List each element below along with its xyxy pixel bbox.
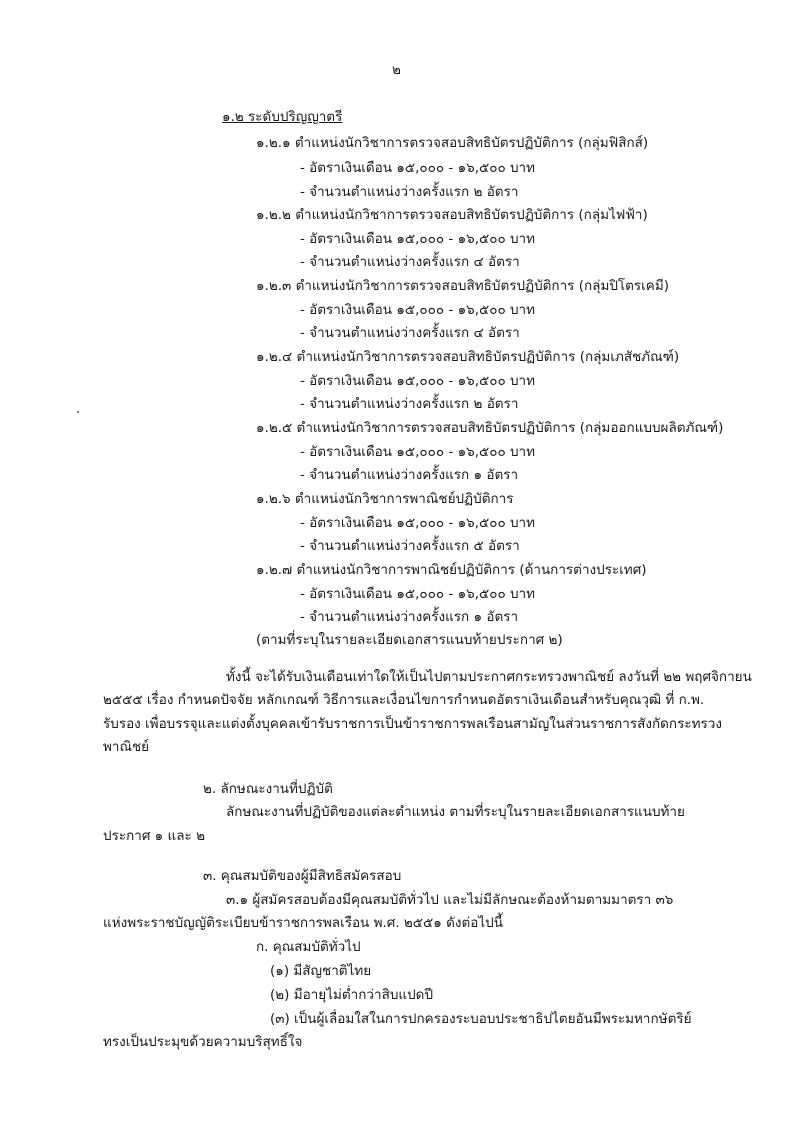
position-7-title: ๑.๒.๗ ตำแหน่งนักวิชาการพาณิชย์ปฏิบัติการ (ด้านการต่างประเทศ) (256, 562, 647, 578)
position-6-title: ๑.๒.๖ ตำแหน่งนักวิชาการพาณิชย์ปฏิบัติการ (256, 491, 514, 507)
position-4-vacancy: - จำนวนตำแหน่งว่างครั้งแรก ๒ อัตรา (300, 396, 519, 412)
section-3-paragraph-line: แห่งพระราชบัญญัติระเบียบข้าราชการพลเรือน พ.ศ. ๒๕๕๑ ดังต่อไปนี้ (103, 915, 503, 931)
page-number: ๒ (392, 62, 401, 78)
position-1-salary: - อัตราเงินเดือน ๑๕,๐๐๐ - ๑๖,๕๐๐ บาท (300, 160, 536, 176)
section-3-heading: ๓. คุณสมบัติของผู้มีสิทธิสมัครสอบ (203, 868, 402, 884)
position-5-salary: - อัตราเงินเดือน ๑๕,๐๐๐ - ๑๖,๕๐๐ บาท (300, 444, 536, 460)
section-2-heading: ๒. ลักษณะงานที่ปฏิบัติ (203, 781, 333, 797)
position-5-title: ๑.๒.๕ ตำแหน่งนักวิชาการตรวจสอบสิทธิบัตรปฏิบัติการ (กลุ่มออกแบบผลิตภัณฑ์) (256, 420, 724, 436)
section-2-text-line: ลักษณะงานที่ปฏิบัติของแต่ละตำแหน่ง ตามที่ระบุในรายละเอียดเอกสารแนบท้าย (226, 804, 685, 820)
position-2-title: ๑.๒.๒ ตำแหน่งนักวิชาการตรวจสอบสิทธิบัตรปฏิบัติการ (กลุ่มไฟฟ้า) (256, 207, 648, 223)
position-1-title: ๑.๒.๑ ตำแหน่งนักวิชาการตรวจสอบสิทธิบัตรปฏิบัติการ (กลุ่มฟิสิกส์) (256, 135, 649, 151)
section-2-text-line: ประกาศ ๑ และ ๒ (103, 828, 205, 844)
position-7-vacancy: - จำนวนตำแหน่งว่างครั้งแรก ๑ อัตรา (300, 609, 519, 625)
position-3-salary: - อัตราเงินเดือน ๑๕,๐๐๐ - ๑๖,๕๐๐ บาท (300, 302, 536, 318)
section-3-paragraph-line: ๓.๑ ผู้สมัครสอบต้องมีคุณสมบัติทั่วไป และไม่มีลักษณะต้องห้ามตามมาตรา ๓๖ (226, 892, 674, 908)
position-2-salary: - อัตราเงินเดือน ๑๕,๐๐๐ - ๑๖,๕๐๐ บาท (300, 231, 536, 247)
qualification-item: (๒) มีอายุไม่ต่ำกว่าสิบแปดปี (270, 987, 434, 1003)
qualification-item: (๑) มีสัญชาติไทย (270, 963, 372, 979)
qualification-item: (๓) เป็นผู้เลื่อมใสในการปกครองระบอบประชาธิปไตยอันมีพระมหากษัตริย์ (270, 1011, 692, 1027)
position-4-salary: - อัตราเงินเดือน ๑๕,๐๐๐ - ๑๖,๕๐๐ บาท (300, 373, 536, 389)
salary-paragraph-line: ๒๕๕๕ เรื่อง กำหนดปัจจัย หลักเกณฑ์ วิธีการและเงื่อนไขการกำหนดอัตราเงินเดือนสำหรับคุณวุฒิ ที่ ก.พ. (103, 692, 705, 708)
salary-paragraph-line: พาณิชย์ (103, 739, 150, 755)
position-6-salary: - อัตราเงินเดือน ๑๕,๐๐๐ - ๑๖,๕๐๐ บาท (300, 515, 536, 531)
section-1-2-heading: ๑.๒ ระดับปริญญาตรี (222, 109, 343, 125)
position-4-title: ๑.๒.๔ ตำแหน่งนักวิชาการตรวจสอบสิทธิบัตรปฏิบัติการ (กลุ่มเภสัชภัณฑ์) (256, 349, 680, 365)
position-3-vacancy: - จำนวนตำแหน่งว่างครั้งแรก ๔ อัตรา (300, 325, 520, 341)
salary-paragraph-line: รับรอง เพื่อบรรจุและแต่งตั้งบุคคลเข้ารับราชการเป็นข้าราชการพลเรือนสามัญในส่วนราชการสังกัดกระทรวง (103, 716, 722, 732)
position-5-vacancy: - จำนวนตำแหน่งว่างครั้งแรก ๑ อัตรา (300, 467, 519, 483)
position-3-title: ๑.๒.๓ ตำแหน่งนักวิชาการตรวจสอบสิทธิบัตรปฏิบัติการ (กลุ่มปิโตรเคมี) (256, 278, 669, 294)
annex-note: (ตามที่ระบุในรายละเอียดเอกสารแนบท้ายประกาศ ๒) (256, 632, 563, 648)
qualification-item-continuation: ทรงเป็นประมุขด้วยความบริสุทธิ์ใจ (103, 1034, 303, 1050)
general-qualifications-heading: ก. คุณสมบัติทั่วไป (256, 939, 361, 955)
scan-speck (77, 411, 79, 413)
position-1-vacancy: - จำนวนตำแหน่งว่างครั้งแรก ๒ อัตรา (300, 184, 519, 200)
position-6-vacancy: - จำนวนตำแหน่งว่างครั้งแรก ๕ อัตรา (300, 538, 520, 554)
salary-paragraph-line: ทั้งนี้ จะได้รับเงินเดือนเท่าใดให้เป็นไปตามประกาศกระทรวงพาณิชย์ ลงวันที่ ๒๒ พฤศจิกายน (226, 669, 752, 685)
position-7-salary: - อัตราเงินเดือน ๑๕,๐๐๐ - ๑๖,๕๐๐ บาท (300, 586, 536, 602)
position-2-vacancy: - จำนวนตำแหน่งว่างครั้งแรก ๔ อัตรา (300, 254, 520, 270)
